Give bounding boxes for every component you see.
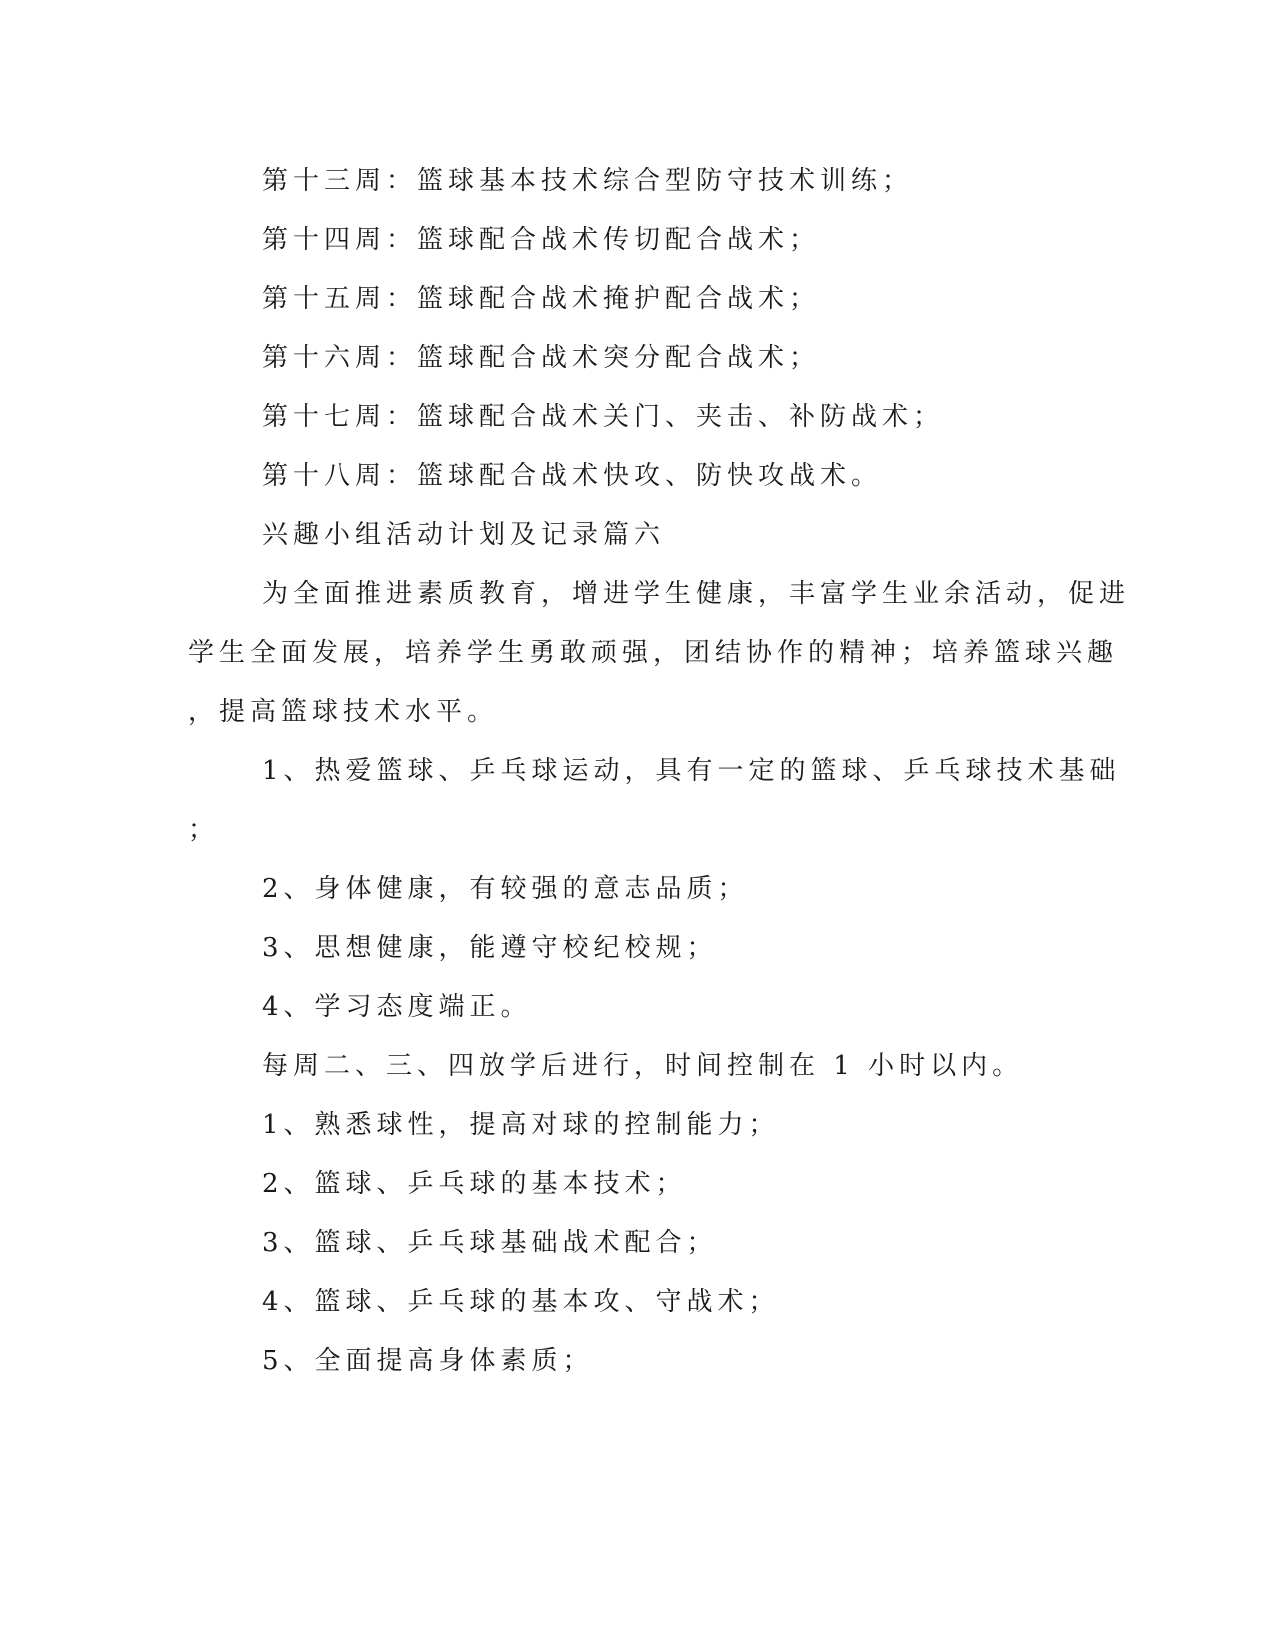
purpose-paragraph-line-3: ，提高篮球技术水平。 (188, 697, 499, 727)
requirement-2: 2、身体健康，有较强的意志品质； (262, 874, 749, 904)
content-item-1: 1、熟悉球性，提高对球的控制能力； (262, 1110, 780, 1140)
schedule-line: 每周二、三、四放学后进行，时间控制在 1 小时以内。 (262, 1051, 1024, 1081)
content-item-4: 4、篮球、乒乓球的基本攻、守战术； (262, 1287, 780, 1317)
week-17-line: 第十七周：篮球配合战术关门、夹击、补防战术； (262, 402, 945, 432)
purpose-paragraph-line-1: 为全面推进素质教育，增进学生健康，丰富学生业余活动，促进 (262, 579, 1131, 609)
requirement-4: 4、学习态度端正。 (262, 992, 532, 1022)
content-item-2: 2、篮球、乒乓球的基本技术； (262, 1169, 687, 1199)
content-item-3: 3、篮球、乒乓球基础战术配合； (262, 1228, 718, 1258)
requirement-1-line-1: 1、热爱篮球、乒乓球运动，具有一定的篮球、乒乓球技术基础 (262, 756, 1121, 786)
week-13-line: 第十三周：篮球基本技术综合型防守技术训练； (262, 166, 914, 196)
content-item-5: 5、全面提高身体素质； (262, 1346, 594, 1376)
purpose-paragraph-line-2: 学生全面发展，培养学生勇敢顽强，团结协作的精神；培养篮球兴趣 (188, 638, 1119, 668)
requirement-3: 3、思想健康，能遵守校纪校规； (262, 933, 718, 963)
requirement-1-line-2: ； (188, 815, 220, 845)
week-14-line: 第十四周：篮球配合战术传切配合战术； (262, 225, 821, 255)
week-18-line: 第十八周：篮球配合战术快攻、防快攻战术。 (262, 461, 883, 491)
section-heading: 兴趣小组活动计划及记录篇六 (262, 520, 666, 550)
week-15-line: 第十五周：篮球配合战术掩护配合战术； (262, 284, 821, 314)
week-16-line: 第十六周：篮球配合战术突分配合战术； (262, 343, 821, 373)
